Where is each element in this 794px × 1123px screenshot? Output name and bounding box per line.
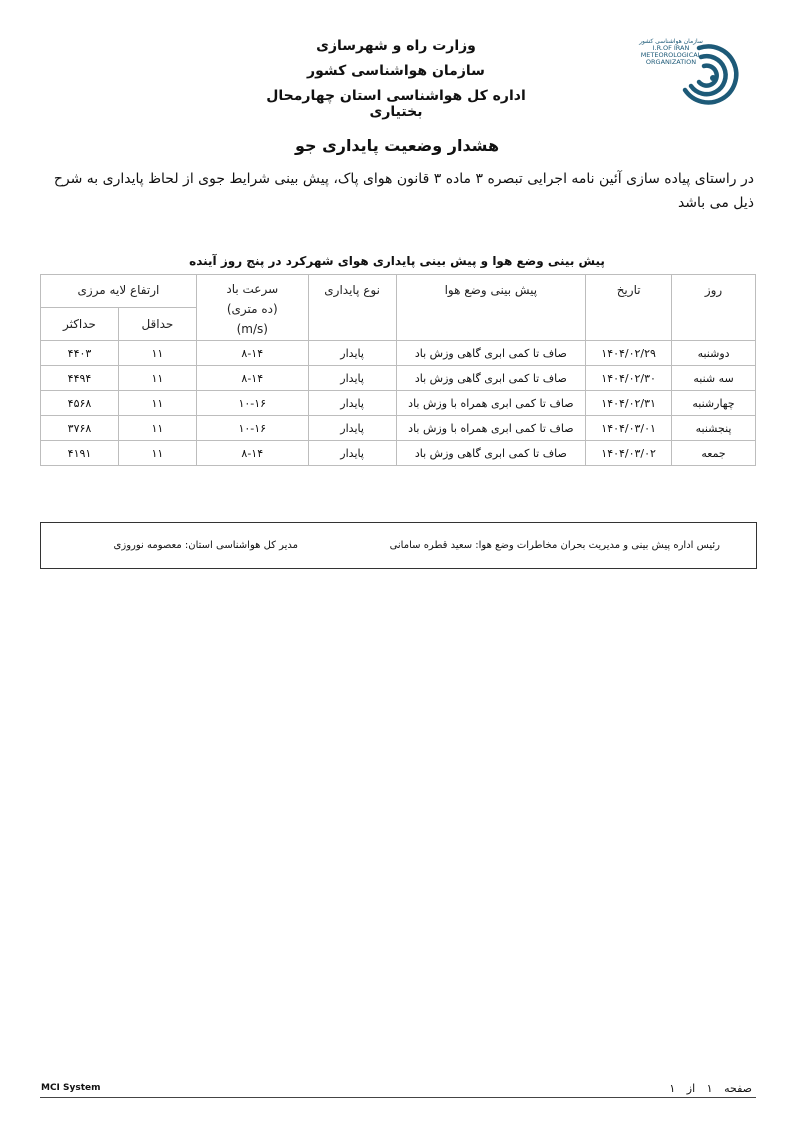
header-max: حداکثر (41, 308, 119, 341)
cell-stability: پایدار (308, 366, 396, 391)
header-day: روز (672, 275, 756, 341)
cell-forecast: صاف تا کمی ابری گاهی وزش باد (396, 366, 586, 391)
cell-day: سه شنبه (672, 366, 756, 391)
cell-min: ۱۱ (118, 341, 196, 366)
cell-stability: پایدار (308, 441, 396, 466)
logo-text-en-3: ORGANIZATION (645, 58, 697, 66)
header-date: تاریخ (586, 275, 672, 341)
intro-paragraph: در راستای پیاده سازی آئین نامه اجرایی تبصره ۳ ماده ۳ قانون هوای پاک، پیش بینی شرایط جوی از لحاظ پایداری به شرح ذیل می باشد (53, 171, 754, 211)
footer-page-label: صفحه (724, 1082, 752, 1095)
cell-stability: پایدار (308, 341, 396, 366)
table-row (41, 391, 756, 416)
table-row (41, 366, 756, 391)
forecast-table (40, 274, 756, 466)
meteorological-organization-logo (635, 38, 745, 114)
cell-max: ۳۷۶۸ (41, 416, 119, 441)
footer-system-label: MCI System (41, 1083, 101, 1093)
footer-divider (40, 1097, 756, 1098)
cell-wind: ۱۰-۱۶ (196, 391, 308, 416)
header-stability: نوع پایداری (308, 275, 396, 341)
footer-of-label: از (686, 1082, 696, 1095)
header-wind-line1: سرعت باد (226, 282, 279, 296)
table-row (41, 416, 756, 441)
logo-spiral-icon (679, 40, 743, 112)
signature-box (40, 522, 757, 569)
cell-day: دوشنبه (672, 341, 756, 366)
cell-min: ۱۱ (118, 416, 196, 441)
table-row (41, 441, 756, 466)
cell-day: جمعه (672, 441, 756, 466)
cell-day: پنجشنبه (672, 416, 756, 441)
cell-date: ۱۴۰۴/۰۳/۰۱ (586, 416, 672, 441)
header-boundary-layer: ارتفاع لایه مرزی (41, 275, 197, 308)
cell-date: ۱۴۰۴/۰۲/۳۱ (586, 391, 672, 416)
cell-max: ۴۵۶۸ (41, 391, 119, 416)
header-forecast: پیش بینی وضع هوا (396, 275, 586, 341)
cell-min: ۱۱ (118, 366, 196, 391)
cell-max: ۴۱۹۱ (41, 441, 119, 466)
table-header-row (41, 275, 756, 308)
signature-director-general: مدیر کل هواشناسی استان: معصومه نوروزی (113, 540, 298, 551)
logo-text-en-1: I.R.OF IRAN (652, 44, 690, 52)
table-row (41, 341, 756, 366)
cell-wind: ۸-۱۴ (196, 341, 308, 366)
org-line-organization: سازمان هواشناسی کشور (307, 63, 485, 79)
cell-min: ۱۱ (118, 391, 196, 416)
cell-forecast: صاف تا کمی ابری همراه با وزش باد (396, 391, 586, 416)
signature-forecast-head: رئیس اداره پیش بینی و مدیریت بحران مخاطرات وضع هوا: سعید قطره سامانی (389, 540, 720, 551)
cell-wind: ۸-۱۴ (196, 441, 308, 466)
cell-forecast: صاف تا کمی ابری گاهی وزش باد (396, 341, 586, 366)
cell-max: ۴۴۹۴ (41, 366, 119, 391)
cell-forecast: صاف تا کمی ابری گاهی وزش باد (396, 441, 586, 466)
cell-forecast: صاف تا کمی ابری همراه با وزش باد (396, 416, 586, 441)
cell-date: ۱۴۰۴/۰۲/۲۹ (586, 341, 672, 366)
cell-wind: ۸-۱۴ (196, 366, 308, 391)
header-wind-line3: (m/s) (236, 322, 268, 336)
logo-text-en-2: METEOROLOGICAL (640, 51, 702, 59)
cell-min: ۱۱ (118, 441, 196, 466)
page-title: هشدار وضعیت پایداری جو (294, 136, 500, 155)
cell-day: چهارشنبه (672, 391, 756, 416)
footer-page-current: ۱ (706, 1082, 713, 1095)
org-line-provincial-office: اداره کل هواشناسی استان چهارمحال بختیاری (266, 88, 526, 120)
org-line-ministry: وزارت راه و شهرسازی (316, 38, 476, 54)
table-title: پیش بینی وضع هوا و پیش بینی پایداری هوای شهرکرد در پنج روز آینده (189, 254, 605, 268)
cell-date: ۱۴۰۴/۰۳/۰۲ (586, 441, 672, 466)
cell-stability: پایدار (308, 416, 396, 441)
header-wind-line2: (ده متری) (226, 302, 278, 316)
footer-page-indicator (661, 1082, 752, 1095)
cell-stability: پایدار (308, 391, 396, 416)
cell-date: ۱۴۰۴/۰۲/۳۰ (586, 366, 672, 391)
cell-max: ۴۴۰۳ (41, 341, 119, 366)
header-min: حداقل (118, 308, 196, 341)
footer-page-total: ۱ (669, 1082, 676, 1095)
logo-text-fa: سازمان هواشناسی کشور (639, 38, 703, 45)
cell-wind: ۱۰-۱۶ (196, 416, 308, 441)
header-wind-speed (196, 275, 308, 341)
